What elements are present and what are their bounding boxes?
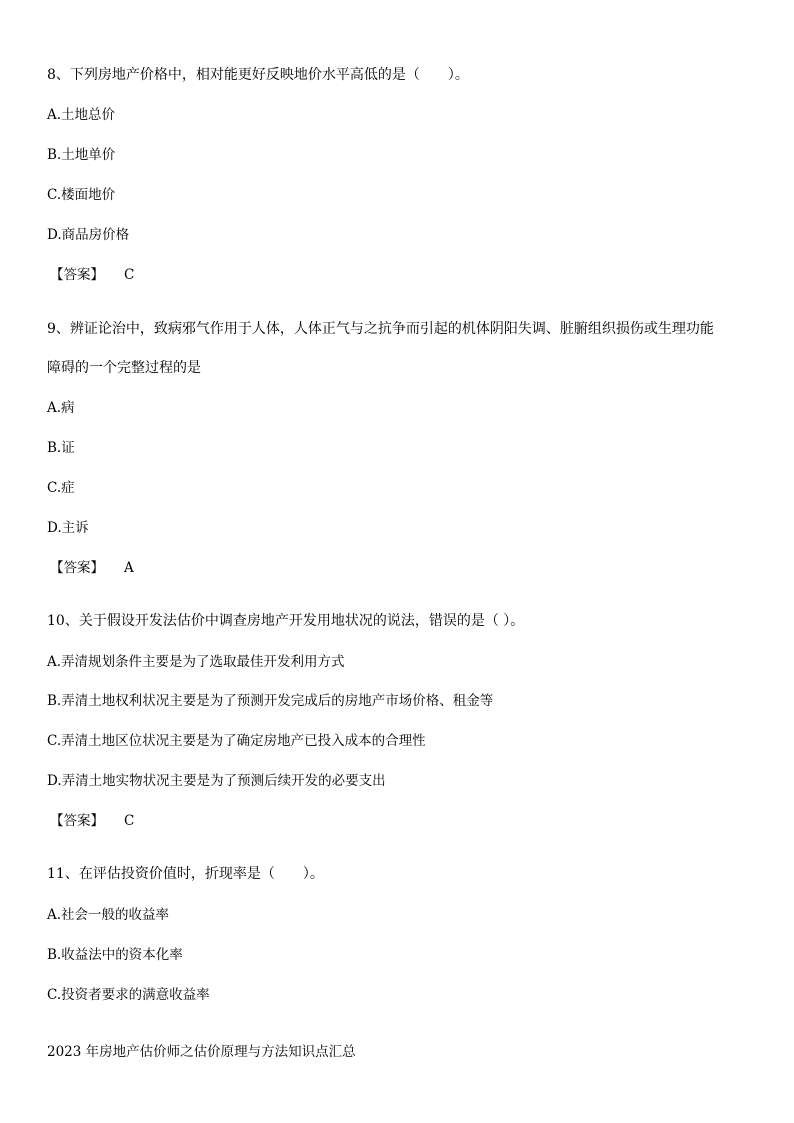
question-10-option-c: C.弄清土地区位状况主要是为了确定房地产已投入成本的合理性 <box>47 733 426 749</box>
question-9-option-c: C.症 <box>47 480 75 496</box>
question-8-option-c: C.楼面地价 <box>47 187 116 203</box>
question-10-answer <box>50 812 134 830</box>
question-11-option-a: A.社会一般的收益率 <box>47 907 170 923</box>
answer-label: 【答案】 <box>50 267 104 283</box>
question-9-option-a: A.病 <box>47 400 75 416</box>
question-8-option-a: A.土地总价 <box>47 107 116 123</box>
question-9-answer <box>50 559 134 577</box>
question-8-option-b: B.土地单价 <box>47 147 116 163</box>
page-footer: 2023 年房地产估价师之估价原理与方法知识点汇总 <box>47 1044 356 1060</box>
question-11-stem: 11、在评估投资价值时，折现率是（ ）。 <box>47 866 324 882</box>
question-11-option-c: C.投资者要求的满意收益率 <box>47 987 210 1003</box>
answer-value: A <box>124 560 134 576</box>
question-9-stem-line-1: 9、辨证论治中，致病邪气作用于人体，人体正气与之抗争而引起的机体阴阳失调、脏腑组织损伤或生理功能 <box>47 321 714 337</box>
answer-value: C <box>124 267 135 283</box>
question-11-option-b: B.收益法中的资本化率 <box>47 947 183 963</box>
question-9-stem-line-2: 障碍的一个完整过程的是 <box>47 360 201 376</box>
question-9-option-b: B.证 <box>47 440 75 456</box>
answer-value: C <box>124 813 135 829</box>
question-10-option-b: B.弄清土地权利状况主要是为了预测开发完成后的房地产市场价格、租金等 <box>47 693 494 709</box>
question-8-option-d: D.商品房价格 <box>47 227 130 243</box>
question-8-stem: 8、下列房地产价格中，相对能更好反映地价水平高低的是（ ）。 <box>47 67 469 83</box>
question-8-answer <box>50 266 134 284</box>
question-10-stem: 10、关于假设开发法估价中调查房地产开发用地状况的说法，错误的是（ ）。 <box>47 613 525 629</box>
answer-label: 【答案】 <box>50 813 104 829</box>
question-9-option-d: D.主诉 <box>47 520 89 536</box>
question-10-option-a: A.弄清规划条件主要是为了选取最佳开发利用方式 <box>47 654 345 670</box>
answer-label: 【答案】 <box>50 560 104 576</box>
question-10-option-d: D.弄清土地实物状况主要是为了预测后续开发的必要支出 <box>47 773 386 789</box>
